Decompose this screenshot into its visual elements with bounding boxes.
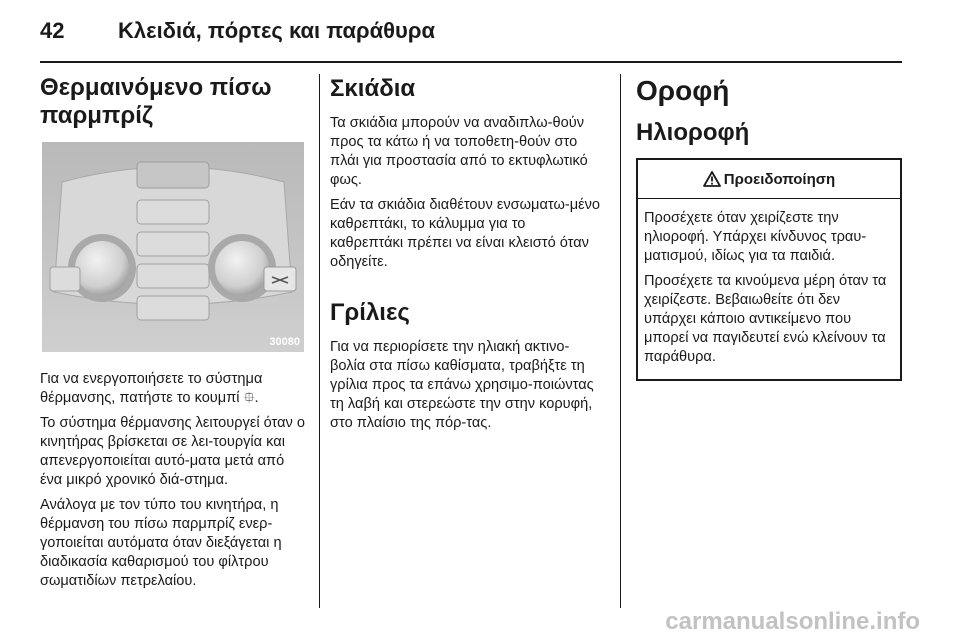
paragraph: Προσέχετε τα κινούμενα μέρη όταν τα χειρίζεστε. Βεβαιωθείτε ότι δεν υπάρχει κάποιο αντικείμενο που μπορεί να παγιδευτεί ενώ κλείνουν τα παράθυρα. [644,273,887,365]
control-panel-illustration [42,142,304,352]
section-heading-blinds: Γρίλιες [330,299,410,326]
paragraph: Για να ενεργοποιήσετε το σύστημα θέρμανσης, πατήστε το κουμπί ⯐. [40,371,263,406]
warning-title: Προειδοποίηση [723,170,836,188]
paragraph: Ανάλογα με τον τύπο του κινητήρα, η θέρμανση του πίσω παρμπρίζ ενερ-γοποιείται αυτόματα όταν διεξάγεται η διαδικασία καθαρισμού του φίλτρου σωματιδίων πετρελαίου. [40,497,282,589]
paragraph: Τα σκιάδια μπορούν να αναδιπλω-θούν προς τα κάτω ή να τοποθετη-θούν στο πλάι για προστασία από το εκτυφλωτικό φως. [330,115,588,188]
section-subheading-sunroof: Ηλιοροφή [636,119,750,146]
page-header [0,0,960,64]
section-blinds [330,298,602,433]
section-heading-roof: Οροφή [636,75,730,106]
paragraph: Για να περιορίσετε την ηλιακή ακτινο-βολία στα πίσω καθίσματα, τραβήξτε τη γρίλια προς τα επάνω χρησιμο-ποιώντας τη λαβή και στερεώστε την στην κορυφή, στο πλαίσιο της πόρ-τας. [330,339,594,431]
control-panel-figure [42,142,304,352]
column-divider-2 [620,74,621,608]
warning-header [638,160,900,199]
column-divider-1 [319,74,320,608]
chapter-title: Κλειδιά, πόρτες και παράθυρα [118,18,435,43]
column-roof [636,74,902,381]
header-divider [40,61,902,63]
warning-body [638,199,900,379]
warning-triangle-icon [703,171,721,187]
column-rear-window-heating [40,74,306,597]
column-sun-visors [330,74,602,439]
watermark: carmanualsonline.info [665,608,920,635]
page-number: 42 [40,18,65,43]
paragraph: Το σύστημα θέρμανσης λειτουργεί όταν ο κινητήρας βρίσκεται σε λει-τουργία και απενεργοποιείται αυτό-ματα μετά από ένα μικρό χρονικό διά-στημα. [40,415,306,488]
section-heading-sun-visors: Σκιάδια [330,75,416,102]
paragraph: Εάν τα σκιάδια διαθέτουν ενσωματω-μένο καθρεπτάκι, το κάλυμμα για το καθρεπτάκι πρέπει να είναι κλειστό όταν οδηγείτε. [330,197,601,270]
figure-number: 30080 [269,336,300,348]
paragraph: Προσέχετε όταν χειρίζεστε την ηλιοροφή. Υπάρχει κίνδυνος τραυ-ματισμού, ιδίως για τα παιδιά. [644,210,867,264]
section-heading-rear-window-heating: Θερμαινόμενο πίσω παρμπρίζ [40,74,272,129]
warning-box [636,158,902,381]
